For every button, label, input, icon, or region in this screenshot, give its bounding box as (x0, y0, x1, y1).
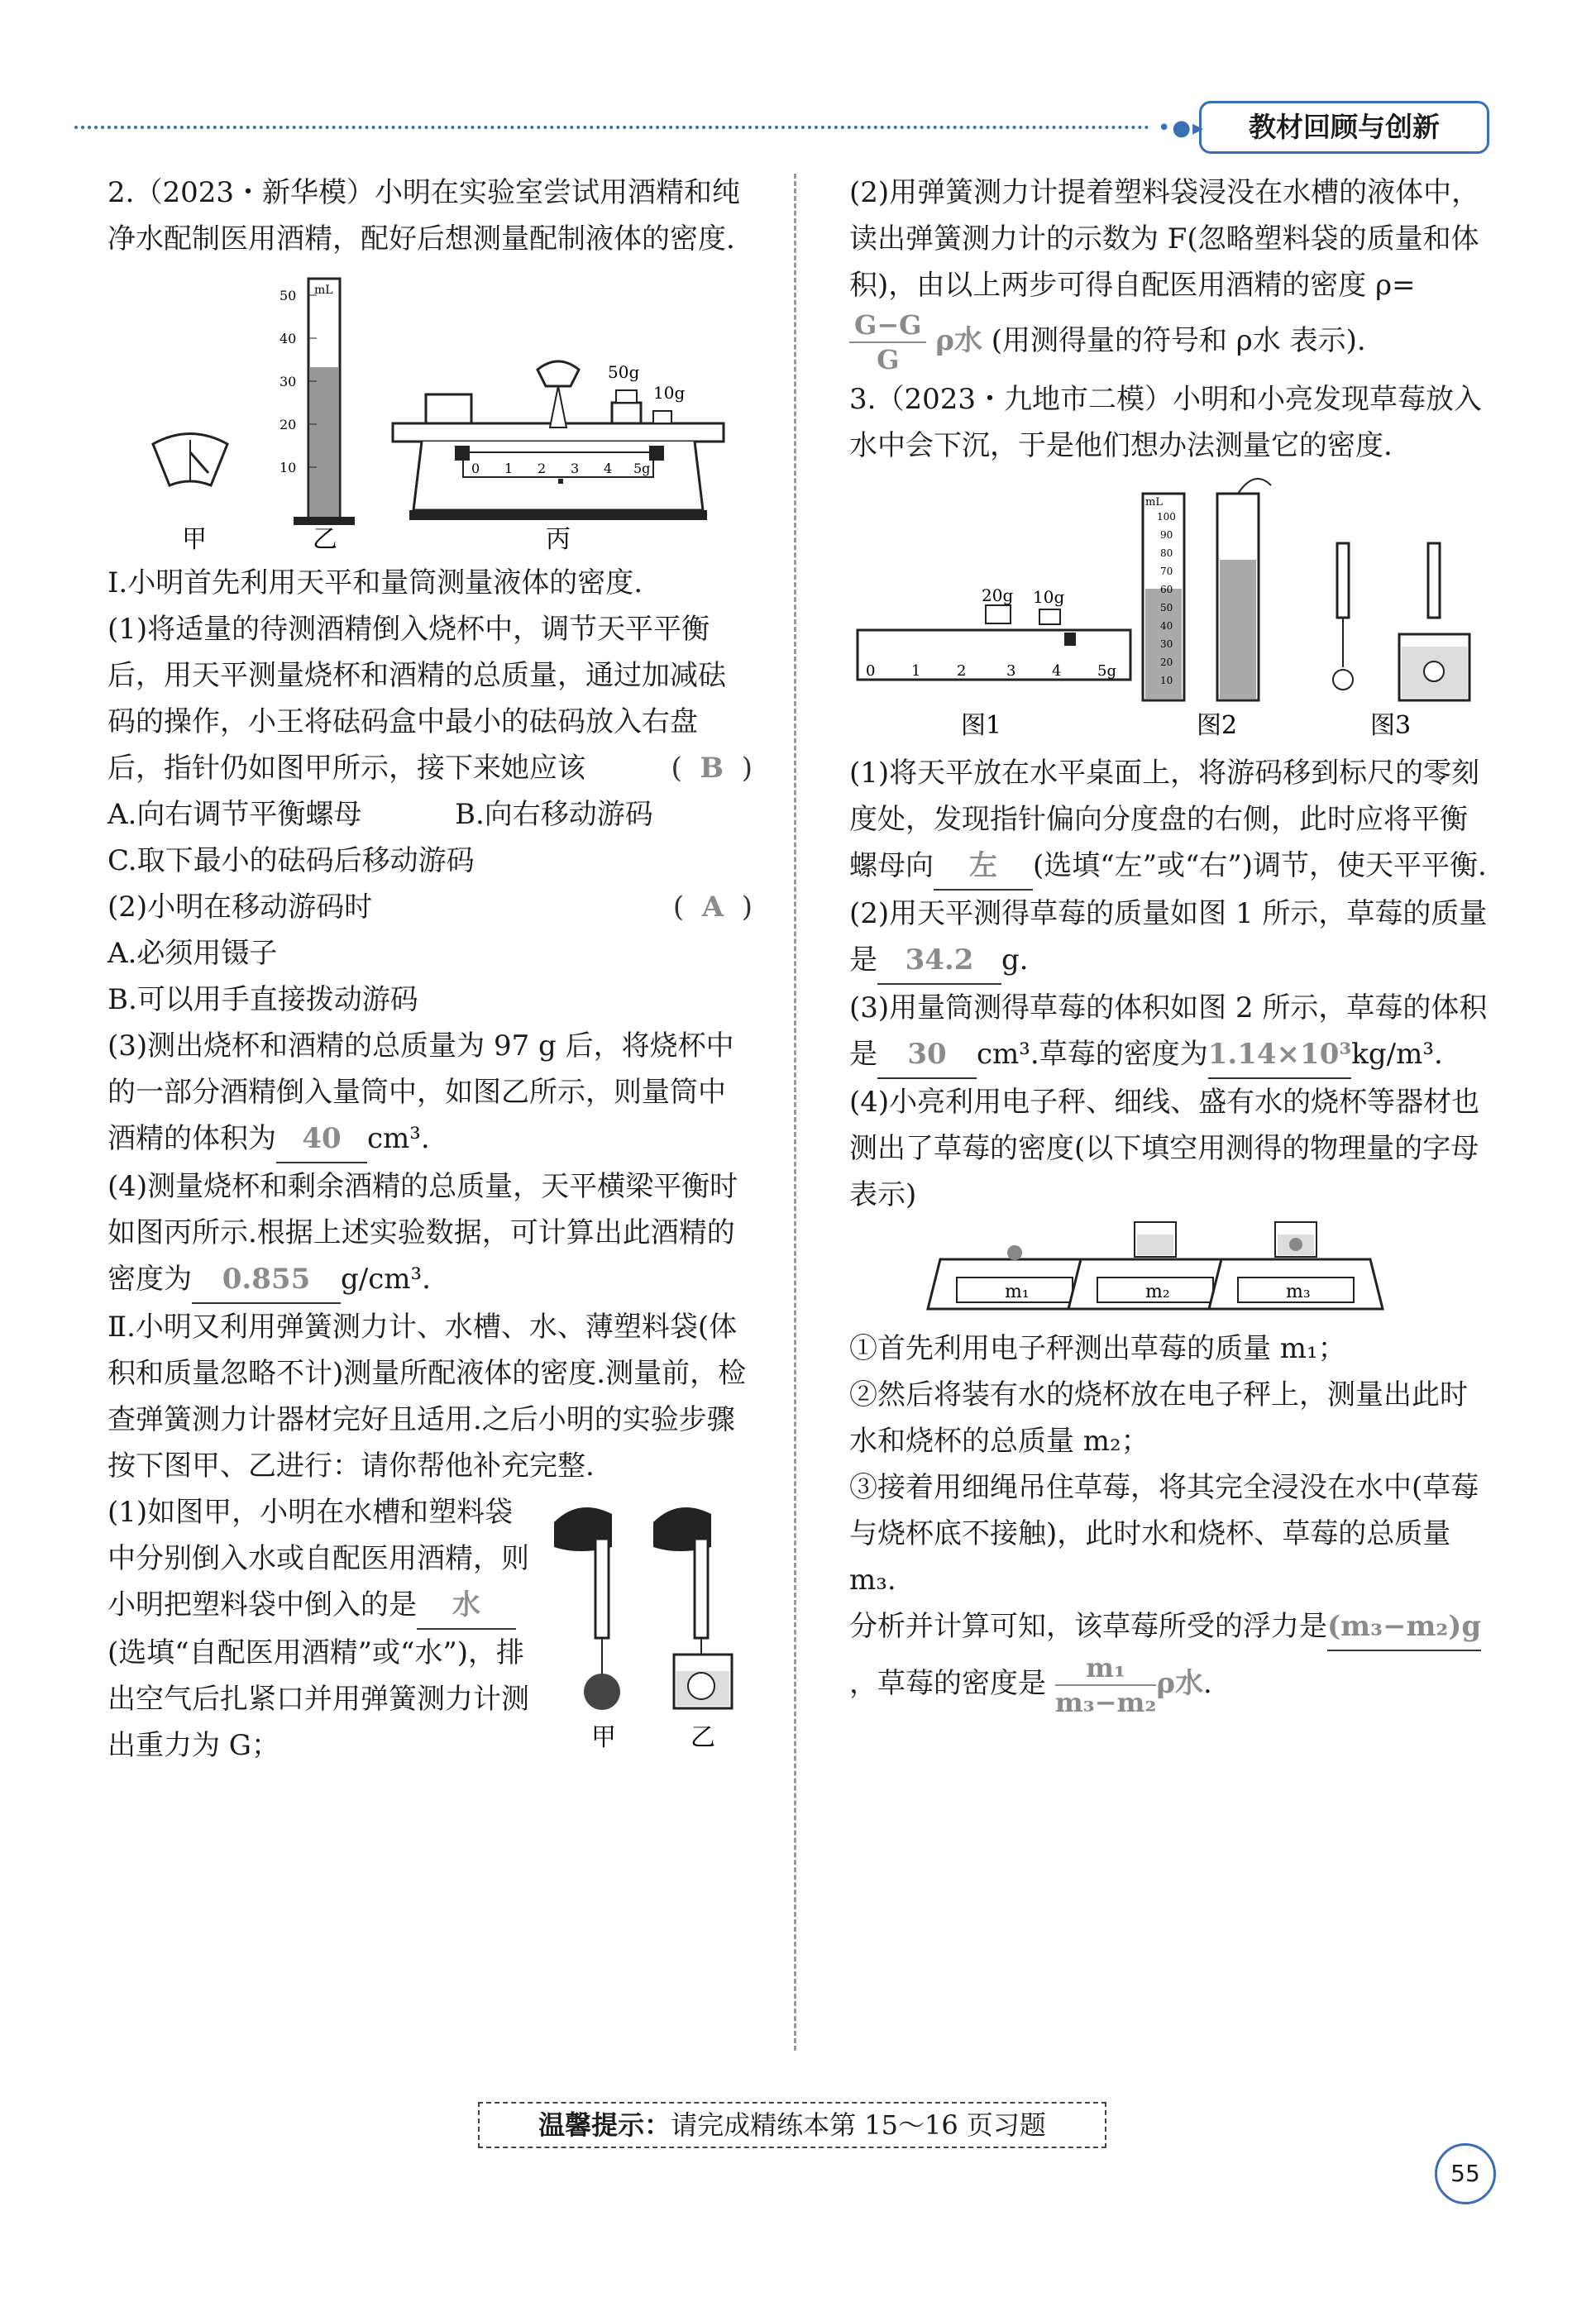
option: A.向右调节平衡螺母 (108, 798, 362, 831)
unit: g. (1001, 943, 1029, 977)
tick-label: 60 (1160, 584, 1173, 595)
tick-label: 40 (1160, 620, 1173, 632)
tick-label: 80 (1160, 547, 1173, 559)
q3-step3-mid: cm³.草莓的密度为 (977, 1038, 1208, 1071)
option: C.取下最小的砝码后移动游码 (108, 844, 475, 877)
scale-label: 4 (1052, 662, 1062, 680)
part2-step2 (849, 170, 1494, 376)
part2-step1 (108, 1489, 538, 1769)
q3-step2-text: (2)用天平测得草莓的质量如图 1 所示，草莓的质量是 (849, 897, 1488, 977)
section-title: 教材回顾与创新 (1199, 101, 1489, 154)
bag-icon (584, 1674, 620, 1710)
q3-sub2: ②然后将装有水的烧杯放在电子秤上，测量出此时水和烧杯的总质量 m₂； (849, 1378, 1468, 1458)
tick-label: 20 (1160, 657, 1173, 668)
q3-step1-tail: (选填“左”或“右”)调节，使天平平衡. (1033, 849, 1487, 882)
tick-label: 10 (1160, 675, 1173, 686)
column-divider (794, 174, 796, 2051)
figure-strawberry (849, 469, 1494, 750)
q2-step1 (108, 606, 753, 791)
fig-caption-b: 乙 (690, 1723, 715, 1752)
q2-step3-text: (3)测出烧杯和酒精的总质量为 97 g 后，将烧杯中的一部分酒精倒入量筒中，如图乙所示，则量筒中酒精的体积为 (108, 1029, 734, 1155)
answer-blank: 左 (934, 843, 1033, 891)
part2-step1-text: (1)如图甲，小明在水槽和塑料袋中分别倒入水或自配医用酒精，则小明把塑料袋中倒入的是 (108, 1496, 529, 1621)
tick-label: 50 (280, 288, 297, 303)
part1-title: Ⅰ.小明首先利用天平和量筒测量液体的密度. (108, 566, 643, 599)
option: B.可以用手直接拨动游码 (108, 983, 418, 1016)
scale-label: 3 (1006, 662, 1016, 680)
weight-label-10g: 10g (1033, 587, 1065, 607)
formula-numerator: G−G (849, 308, 926, 343)
formula-rho: ρ水 (935, 324, 982, 357)
unit: kg/m³. (1351, 1038, 1443, 1071)
tick-label: 10 (280, 460, 297, 475)
weight-label-50g: 50g (608, 362, 640, 382)
q2-step1-text: (1)将适量的待测酒精倒入烧杯中，调节天平平衡后，用天平测量烧杯和酒精的总质量，通过加减砝码的操作，小王将砝码盒中最小的砝码放入右盘后，指针仍如图甲所示，接下来她应该 (108, 613, 726, 785)
scales-drawing (849, 1218, 1494, 1325)
q3-conclusion-text: 分析并计算可知，该草莓所受的浮力是 (849, 1610, 1327, 1643)
scale-reading: m₂ (1145, 1282, 1170, 1302)
fig-caption-c: 丙 (546, 525, 571, 554)
answer-blank: 34.2 (877, 937, 1001, 985)
formula-numerator: m₁ (1055, 1651, 1157, 1686)
tick-label: 30 (280, 374, 297, 389)
weight-label-20g: 20g (982, 585, 1014, 605)
hanging-strawberry-icon (1333, 543, 1469, 700)
option: A.必须用镊子 (108, 937, 278, 970)
spring-scale-figure (546, 1489, 753, 1762)
scale-label: 2 (957, 662, 967, 680)
cylinder-unit-label: mL (1145, 496, 1163, 509)
tip-label: 温馨提示： (538, 2109, 671, 2141)
fig-caption-1: 图1 (961, 711, 1002, 740)
formula-denominator: G (877, 344, 900, 375)
left-column (108, 170, 753, 1769)
figure-1-drawing (108, 262, 753, 560)
scale-label: 4 (604, 461, 613, 476)
q2-step4-text: (4)测量烧杯和剩余酒精的总质量，天平横梁平衡时如图丙所示.根据上述实验数据，可计算出此酒精的密度为 (108, 1170, 738, 1296)
scale-label: 1 (911, 662, 921, 680)
fig-caption-3: 图3 (1370, 711, 1412, 740)
q3-step1-text: (1)将天平放在水平桌面上，将游码移到标尺的零刻度处，发现指针偏向分度盘的右侧，此时应将平衡螺母向 (849, 757, 1480, 882)
answer-bracket: ( B ) (671, 752, 753, 785)
tick-label: 50 (1160, 602, 1173, 614)
answer-blank: 40 (276, 1115, 367, 1163)
part2-step1-tail: (选填“自配医用酒精”或“水”)，排出空气后扎紧口并用弹簧测力计测出重力为 G； (108, 1636, 529, 1762)
tick-label: 100 (1157, 511, 1176, 523)
q2-step3 (108, 1023, 753, 1163)
answer-blank: (m₃−m₂)g (1327, 1603, 1481, 1651)
electronic-scales-figure (849, 1218, 1494, 1325)
fig-caption-b: 乙 (313, 525, 337, 554)
formula-rho: ρ水 (1156, 1667, 1203, 1700)
scale-label: 5g (1097, 662, 1116, 680)
q3-step4: (4)小亮利用电子秤、细线、盛有水的烧杯等器材也测出了草莓的密度(以下填空用测得的物理量的字母表示) (849, 1086, 1480, 1211)
part2-step2-text: (2)用弹簧测力计提着塑料袋浸没在水槽的液体中，读出弹簧测力计的示数为 F(忽略塑料袋的质量和体积)，由以上两步可得自配医用酒精的密度 ρ= (849, 176, 1480, 302)
page-number: 55 (1435, 2143, 1496, 2204)
right-column (849, 170, 1494, 1719)
tick-label: 20 (280, 417, 297, 432)
formula-denominator: m₃−m₂ (1054, 1687, 1157, 1718)
q3-step2 (849, 891, 1494, 985)
scale-label: 0 (471, 461, 480, 476)
header-dotted-rule (74, 126, 1149, 129)
option: B.向右移动游码 (455, 798, 653, 831)
unit: cm³. (367, 1122, 430, 1155)
density-formula (849, 308, 926, 376)
part2-step2-tail: (用测得量的符号和 ρ水 表示). (991, 324, 1366, 357)
scale-label: 0 (866, 662, 876, 680)
q3-sub3: ③接着用细绳吊住草莓，将其完全浸没在水中(草莓与烧杯底不接触)，此时水和烧杯、草莓的总质量 m₃. (849, 1471, 1479, 1597)
scale-reading: m₁ (1005, 1282, 1030, 1302)
q3-conclusion-mid: ，草莓的密度是 (849, 1667, 1046, 1700)
weight-label-10g: 10g (653, 383, 686, 403)
answer-blank: 30 (877, 1031, 977, 1079)
q2-intro: 2.（2023・新华模）小明在实验室尝试用酒精和纯净水配制医用酒精，配好后想测量配制液体的密度. (108, 176, 740, 256)
q3-step1 (849, 750, 1494, 891)
fig-caption-2: 图2 (1197, 711, 1238, 740)
answer-bracket: ( A ) (672, 891, 753, 924)
answer-blank: 1.14×10³ (1208, 1031, 1352, 1079)
fig-caption-a: 甲 (591, 1723, 616, 1752)
header-arrow-dots: •●▸ (1158, 116, 1206, 141)
answer-blank: 0.855 (192, 1256, 341, 1304)
hand-icon (554, 1507, 711, 1551)
q3-step3-text: (3)用量筒测得草莓的体积如图 2 所示，草莓的体积是 (849, 991, 1488, 1071)
answer-value: A (701, 891, 724, 924)
cylinder-unit-label: mL (314, 284, 333, 297)
ruler-scale-icon (858, 605, 1130, 680)
tick-label: 40 (280, 331, 297, 346)
scale-label: 2 (538, 461, 547, 476)
tip-text: 请完成精练本第 15～16 页习题 (671, 2109, 1046, 2141)
unit: g/cm³. (341, 1263, 431, 1296)
answer-value: B (700, 752, 724, 785)
q3-step3 (849, 985, 1494, 1079)
tick-label: 30 (1160, 638, 1173, 650)
scale-label: 1 (504, 461, 514, 476)
scale-label: 5g (633, 461, 651, 476)
fig-caption-a: 甲 (182, 525, 207, 554)
part2-text: Ⅱ.小明又利用弹簧测力计、水槽、水、薄塑料袋(体积和质量忽略不计)测量所配液体的密度.测量前，检查弹簧测力计器材完好且适用.之后小明的实验步骤按下图甲、乙进行：请你帮他补充完整. (108, 1311, 747, 1483)
q2-step2 (108, 884, 753, 930)
q3-sub1: ①首先利用电子秤测出草莓的质量 m₁； (849, 1332, 1346, 1365)
tick-label: 90 (1160, 529, 1173, 541)
graduated-cylinder-icon (294, 279, 355, 525)
scale-label: 3 (571, 461, 580, 476)
tick-label: 70 (1160, 566, 1173, 577)
part2-step1-block (108, 1489, 753, 1769)
dial-icon (153, 434, 227, 486)
q2-step4 (108, 1163, 753, 1304)
footer-tip (478, 2102, 1106, 2148)
q3-conclusion: 分析并计算可知，该草莓所受的浮力是(m₃−m₂)g，草莓的密度是 $\frac{\text{m₁}}{\text{m₃−m₂}}$ ρ水. (849, 1603, 1494, 1719)
figure-balance-cylinder (108, 262, 753, 560)
figure-3-drawing (849, 469, 1494, 750)
q2-step2-text: (2)小明在移动游码时 (108, 891, 373, 924)
scale-reading: m₃ (1286, 1282, 1311, 1302)
q3-intro: 3.（2023・九地市二模）小明和小亮发现草莓放入水中会下沉，于是他们想办法测量它的密度. (849, 383, 1482, 462)
water-tank-icon (674, 1655, 732, 1708)
density-formula (1055, 1651, 1157, 1719)
answer-blank: 水 (417, 1582, 516, 1630)
